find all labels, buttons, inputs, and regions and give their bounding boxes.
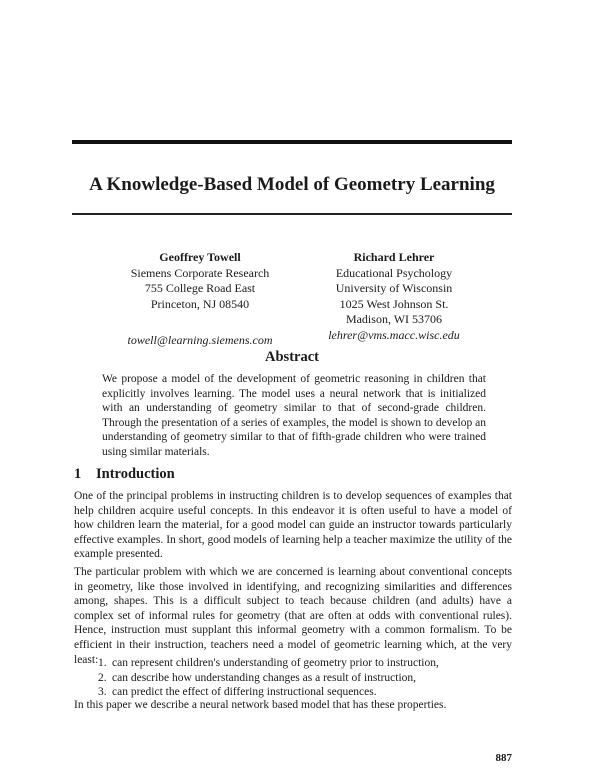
- list-item: [98, 656, 510, 671]
- title-rule: [72, 213, 512, 215]
- intro-closing-sentence: In this paper we describe a neural network based model that has these properties.: [74, 699, 447, 711]
- list-number: 2.: [98, 671, 107, 684]
- author-affiliation: Princeton, NJ 08540: [150, 296, 250, 311]
- section-number: 1: [74, 466, 82, 482]
- author-name: Geoffrey Towell: [159, 250, 241, 264]
- list-text: can represent children's understanding of geometry prior to instruction,: [112, 657, 439, 669]
- author-affiliation: Educational Psychology: [335, 265, 453, 280]
- abstract-heading: Abstract: [265, 349, 319, 365]
- abstract-text: We propose a model of the development of geometric reasoning in children that explicitly involves learning. The model uses a neural network that is initialized with an understanding of geometry similar to that of second-grade children. Through the presentation of a series of examples, the model is shown to develop an understanding of geometry similar to that of fifth-grade children who were trained using similar materials.: [102, 373, 486, 458]
- page-number: 887: [495, 752, 512, 764]
- list-item: [98, 685, 510, 700]
- author-affiliation: 1025 West Johnson St.: [339, 296, 449, 311]
- paper-title: A Knowledge-Based Model of Geometry Learning: [89, 174, 495, 195]
- list-item: [98, 671, 510, 686]
- top-rule: [72, 140, 512, 144]
- section-heading: [74, 466, 175, 483]
- author-affiliation: 755 College Road East: [144, 281, 256, 295]
- author-name: Richard Lehrer: [353, 250, 435, 264]
- author-affiliation: Siemens Corporate Research: [130, 265, 270, 280]
- intro-paragraph-1: One of the principal problems in instructing children is to develop sequences of examples that help children acquire useful concepts. In this endeavor it is often useful to have a model of how children learn the material, for a good model can guide an instructor towards particularly effective examples. In short, good models of learning help a teacher maximize the utility of the example presented.: [74, 490, 512, 561]
- author-affiliation: Madison, WI 53706: [345, 312, 443, 326]
- requirements-list: [98, 656, 510, 700]
- list-text: can predict the effect of differing instructional sequences.: [112, 686, 377, 699]
- author-affiliation: University of Wisconsin: [335, 281, 453, 295]
- intro-paragraph-2: The particular problem with which we are concerned is learning about conventional concepts in geometry, like those involved in identifying, and recognizing similarities and differences among, shapes. This is a difficult subject to teach because children (and adults) have a complex set of informal rules for geometry (that are often at odds with conventional rules). Hence, instruction must supplant this informal geometry with a common formalism. To be efficient in their instruction, teachers need a model of geometric learning which, at the very least:: [74, 566, 512, 666]
- author-block-1: [110, 250, 290, 349]
- section-title: Introduction: [96, 466, 175, 482]
- list-text: can describe how understanding changes as a result of instruction,: [112, 671, 417, 684]
- author-email: lehrer@vms.macc.wisc.edu: [328, 327, 460, 342]
- list-number: 3.: [98, 686, 107, 699]
- list-number: 1.: [98, 657, 107, 669]
- author-block-2: [300, 250, 488, 343]
- author-email: towell@learning.siemens.com: [127, 333, 273, 347]
